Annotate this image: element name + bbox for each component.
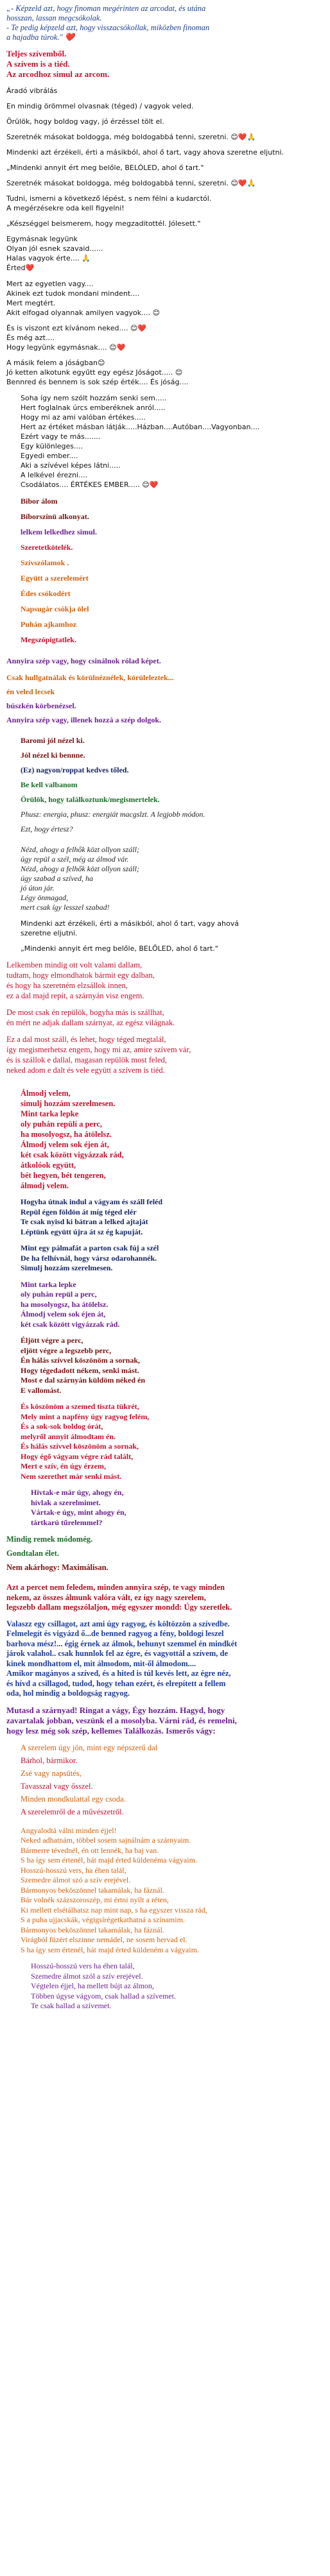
text-line: És hálás szívvel köszönöm a sornak, [21,1442,139,1451]
text-line: így megismerhetsz engem, hogy mi az, amire szívem vár, [6,1045,191,1054]
stanza [6,1034,324,1075]
text-line: Többen úgyse vágyom, csak hallad a szívemet. [31,1991,176,2000]
text-line: A szerelem úgy jön, mint egy népszerű dal [21,1743,158,1752]
text-line: ha mosolyogsz, ha átölelsz. [21,1130,112,1139]
text-line: (Ez) nagyon/roppat kedves tőled. [21,765,129,774]
text-line: Annyira szép vagy, illenek hozzá a szép dolgok. [6,715,162,724]
text-line: Akit elfogad olyannak amilyen vagyok.... 😊 [6,309,161,317]
text-line: barhova mész!... égig érnek az álmok, behunyt szemmel én mindkét [6,1639,238,1648]
text-line: Bibor álom [21,497,58,506]
text-line: és hogy ha szeretném elzsállok innen, [6,981,128,990]
text-line: Hert foglalnak úrcs emberéknek anról..... [21,404,166,412]
text-line: úgy repül a szél, még az álmod vár. [21,855,129,864]
text-line: mert csak így lesszel szabad! [21,903,110,912]
text-line: Mint egy pálmafát a parton csak fúj a szél [21,1243,159,1252]
text-line: eljött végre a legszebb perc, [21,1345,112,1355]
text-line: En mindig örömmel olvasnak (téged) / vagyok veled. [6,102,194,110]
text-line [6,213,324,219]
text-line: Légy önmagad, [21,893,68,902]
text-line: Mindig remek módomég. [6,1535,93,1544]
text-line: Az arcodhoz simul az arcom. [6,69,110,79]
text-line: Hosszú-hosszú vers ha éhen talál, [31,1961,135,1970]
text-line [6,111,324,117]
text-line: Mert megtért. [6,299,56,307]
text-line: lelkem lelkedhez simul. [21,527,97,536]
orange-poem [21,1743,324,1817]
text-line: Ki mellett elsétálhatsz nap mint nap, s ha egyszer vissza rád, [21,1905,207,1915]
text-line: Neked adhatnám, többel sosem sajnálnám a szárnyaim. [21,1836,191,1845]
text-line: Mert az egyetlen vagy.... [6,280,94,288]
text-line: Bennred és bennem is sok szép érték.... És jóság.... [6,378,189,386]
plain-block-3 [21,393,324,490]
text-line: Megszópigtatlek. [21,635,76,644]
text-line: Ezért vagy te más....... [21,432,101,441]
colored-lines-2 [6,672,324,725]
text-line: szeretne eljutni. [21,929,78,937]
text-line [6,126,324,132]
text-line: Egyedi ember.... [21,452,78,460]
text-line: Mutasd a szárnyad! Ringat a vágy, Égy hozzám. Hagyd, hogy [6,1705,225,1715]
text-line: E vallomást. [21,1385,62,1395]
text-line: Mert e szív, én úgy érzem, [21,1462,106,1471]
text-line: kinek mondhattom el, mit álmodom, mit-ől álmodom.... [6,1659,196,1668]
text-line: Phusz: energia, phusz: energiát macgslzt. A legjobb módon. [21,810,205,819]
text-line [6,228,324,234]
text-line: Te csak nyisd ki bátran a lelked ajtaját [21,1217,148,1226]
text-line: És is viszont ezt kívánom neked.... 😊❤️ [6,324,147,332]
text-line: bét hegyen, bét tengeren, [21,1171,106,1180]
text-line: És köszönöm a szemed tiszta tükrét, [21,1402,139,1411]
text-line: álmodj velem. [21,1181,69,1190]
text-line: járok valahol.. csak hunnlok fel az égre, és vagyottál a szívem, de [6,1649,229,1658]
text-line: nekem, az összes álmunk valóra vált, ez így nagy szerelem, [6,1592,206,1602]
text-line: Be kell valbanom [21,780,78,789]
text-line: Azt a percet nem feledem, minden annyira szép, te vagy minden [6,1583,225,1592]
plain-block-2 [6,279,324,387]
text-line: Léptünk együtt újra át sz ég kapuját. [21,1227,143,1236]
text-line: Szeretetkötelék. [21,543,73,552]
text-line: én veled lecsek [6,687,55,696]
text-line: Bíborszínü alkonyat. [21,512,89,521]
text-line: Jó ketten alkotunk egyűtt egy egész Jóságot..... 😊 [6,368,183,377]
text-line: oly puhán repül a perc, [21,1290,97,1299]
text-line: Nézd, ahogy a felhők közt ollyon száll; [21,845,139,854]
text-line [21,1274,324,1280]
quote-line: hosszan, lassan megcsókolak. [6,13,102,22]
stanza [6,960,324,1001]
text-line: Teljes szívemből. [6,49,67,58]
text-line [6,318,324,323]
text-line: Szemedre álmot szó a szív erejével. [21,1875,131,1884]
text-line: Szeretnék másokat boldogga, még boldogabbá tenni, szeretni. 😊❤️🙏 [6,179,256,187]
text-line: Repül égen földön át míg téged elér [21,1207,137,1216]
text-line: Egy különleges.... [21,442,83,450]
text-line: és hívd a csillagod, tudod, hogy tehan ezért, és elrepített a fellem [6,1678,226,1688]
text-line: Bármonyos beköszönnel takarnálak, ha fáznál. [21,1925,164,1934]
text-line: Szeretnék másokat boldogga, még boldogabbá tenni, szeretni. 😊❤️🙏 [6,133,256,141]
mixed-lines [21,735,324,834]
colored-poem [21,496,324,645]
text-line: Annyira szép vagy, hogy csinálnok rólad képet. [6,656,161,665]
text-line: és is szállok e dallal, magasan repülök most feled, [6,1055,167,1064]
text-line [6,352,324,358]
text-line: Mint tarka lepke [21,1109,79,1118]
text-line: két csak között vigyázzak rád, [21,1150,124,1159]
text-line: Álmodj velem sok éjen át, [21,1309,106,1318]
text-line: melyről annyit álmodtam én. [21,1431,116,1441]
navy-para [6,1619,324,1699]
text-line: Gondtalan élet. [6,1549,59,1558]
text-line: Valaszz egy csillagot, azt ami úgy ragyog, és költözzön a szívedbe. [6,1619,230,1628]
text-line [21,938,324,944]
text-line: Ez a dal most száll, és lehet, hogy téged megtalál, [6,1035,166,1044]
text-line: Bármerre tévednél, én ott lennék, ha baj van. [21,1845,159,1855]
text-line: A másik felem a jóságban😊 [6,359,105,367]
text-line: Hogy mi az ami valóban értékes..... [21,413,146,422]
text-line: Egymásnak legyünk [6,235,78,243]
text-line: Mely mint a napfény úgy ragyog felém, [21,1412,150,1421]
text-line: Felmelegít és vigyázd ő...de benned ragyog a fény, boldogí leszel [6,1629,224,1638]
text-line: Amikor magányos a szíved, és a hited is túl kevés lett, az égre néz, [6,1669,231,1678]
text-line: Mindenki azt érzékeli, érti a másikból, ahol ő tart, vagy ahova szeretne eljutni. [6,148,284,157]
text-line: S a puha ujjacskák, végigsírégetkathatná a színamim. [21,1915,185,1924]
plain-block-1 [6,86,324,273]
text-line: Aki a szívével képes látni..... [21,461,121,470]
text-line: Éljött végre a perc, [21,1336,83,1345]
text-line: De ha felhívnál, hogy vársz odarohannék. [21,1253,157,1263]
text-line: Simulj hozzám szerelmesen. [21,1263,113,1272]
text-line: tártkarú tűrelemmel? [31,1517,103,1527]
text-line: Álmodj velem, [21,1089,71,1098]
text-line: Érted❤️ [6,264,35,272]
text-line: Hogyha útnak indul a vágyam és száll feléd [21,1197,163,1206]
text-line: ez a dal majd repít, a szárnyán visz engem. [6,991,144,1000]
text-line: Tavasszal vagy ősszel. [21,1781,93,1791]
heart-lines [6,49,324,80]
text-line: Puhán ajkamhoz [21,620,77,629]
text-line: Hosszú-hosszú vers, ha éhen talál, [21,1865,126,1875]
text-line: Nem szerethet már senki mást. [21,1471,122,1481]
text-line: Örülök, hogy boldog vagy, jó érzéssel tölt el. [6,117,164,126]
text-line: oly puhán repülí a perc, [21,1120,102,1129]
text-line: Hívtak-e már úgy, ahogy én, [31,1488,124,1497]
text-line: Nézd, ahogy a felhők közt ollyon száll; [21,864,139,873]
text-line: jó úton jár. [21,883,55,892]
quote-line: a hajadba túrok." ❤️ [6,33,75,42]
text-line: búszkén körbenézsel. [6,701,76,710]
stanza [6,1007,324,1028]
text-line: Csodálatos.... ÉRTÉKES EMBER..... 😊❤️ [21,481,159,489]
text-line [21,1395,324,1402]
text-line: tudtam, hogy elmondhatok bármit egy dalban, [6,971,155,980]
text-line [6,157,324,163]
text-line [6,96,324,101]
text-line: Tudni, ismerni a következő lépést, s nem félni a kudarctól. [6,194,212,203]
text-line: Virágból füzért elszinne nemádel, ne sosem hervad el. [21,1935,187,1944]
text-line: ha mosolyogsz, ha átölelsz. [21,1299,109,1309]
text-line: S ha így sem értenél, hát majd érted küldenéma vágyaim. [21,1855,197,1864]
text-line: Jól nézel ki bennne. [21,751,85,760]
text-line: Édes csókodért [21,589,71,598]
text-line: Együtt a szerelemért [21,574,89,583]
quote-line: „- Képzeld azt, hogy finoman megérinten az arcodat, és utána [6,4,206,13]
text-line: Most e dal szárnyán küldöm néked én [21,1376,146,1385]
text-line [6,142,324,148]
text-line: Angyalodtá válni minden éjjel! [21,1825,117,1835]
text-line: Áradó vibrálás [6,87,58,95]
text-line: Csak hullgatnálak és körülnéznélek, körüleleztek... [6,673,174,682]
quote-line: - Te pedig képzeld azt, hogy visszacsókollak, miközben finoman [6,23,210,32]
text-line: oda, hol mindig a boldogság ragyog. [6,1689,130,1698]
text-line: úgy szabad a szíved, ha [21,874,93,883]
text-line: „Készséggel beismerem, hogy megzaditottél. Jólesett." [6,219,201,228]
text-line [21,1329,324,1336]
text-line [21,1237,324,1243]
text-line: „Mindenki annyit ért meg belőle, BELŐLED, ahol ő tart." [21,944,218,953]
text-line: Soha így nem szólt hozzám senki sem..... [21,394,167,402]
text-line: Mindenki azt érzékeli, érti a másikból, ahol ő tart, vagy ahová [21,919,239,928]
text-line: Zsé vagy napsütés, [21,1768,82,1778]
text-line: zavartalak jobban, veszünk el a mosolyba. Várni rád, és remelni, [6,1715,237,1725]
text-line [6,188,324,194]
text-line: Álmodj velem sok éjen át, [21,1140,109,1149]
text-line: Hogy tégedadott nékem, senki mást. [21,1365,139,1375]
text-line: Örülök, hogy találkoztunk/megismertelek. [21,795,160,804]
text-line [31,1955,324,1961]
text-line: De most csak én repülök, bogyha más is szállhat, [6,1008,164,1017]
text-line: A lelkével érezni.... [21,471,88,479]
red-poem-2 [21,1088,324,1191]
text-line [6,173,324,178]
text-line: Olyan jól esnek szavaid...... [6,244,103,253]
plain-block-4 [21,919,324,953]
text-line: Bár volnék százszoroszép, mi értni nyílt a réten, [21,1895,169,1904]
text-line: neked adom e dalt és vele együtt a szívem is tiéd. [6,1066,165,1075]
dark-para [6,1705,324,1736]
short-lines [6,1534,324,1573]
opening-quote [6,4,324,42]
dark-red-para [6,1583,324,1613]
text-line [31,1481,324,1488]
text-line: Baromi jól nézel ki. [21,736,85,745]
text-line: Szemedre álmot szól a szív erejével. [31,1971,143,1981]
text-line: Halas vagyok érte.... 🙏 [6,254,91,262]
text-line: Lelkemben mindig ott volt valami dallam, [6,960,143,969]
text-line: Minden mondkulattal egy csoda. [21,1794,126,1804]
text-line: Vártak-e úgy, mint ahogy én, [31,1508,126,1517]
text-line: A szerelemről de a művészetről. [21,1807,124,1816]
text-line: „Mindenki annyit ért meg belőle, BELÓLED, ahol ő tart." [6,164,204,172]
text-line: Akinek ezt tudok mondani mindent.... [6,289,140,298]
text-line: És még azt.... [6,334,55,342]
purple-line [6,656,324,666]
final-poem [21,1826,324,2011]
text-line: Ezt, hogy értesz? [21,824,73,833]
text-line: Hert az értéket másban látják.....Házban....Autóban....Vagyonban.... [21,423,260,431]
text-line: én mért ne adjak dallam szárnyat, az egész világnak. [6,1018,175,1027]
text-line: legszebb dallam megszólaljon, még egyszer mondd: Úgy szeretlek. [6,1603,232,1612]
text-line: Mint tarka lepke [21,1279,76,1289]
text-line: hívlak a szerelmimet. [31,1497,101,1507]
text-line: És a sok-sok boldog órát, [21,1422,103,1431]
text-line: átkolóok együtt, [21,1161,76,1170]
text-line: Végtelen éjjel, ha mellett bújt az álmon, [31,1981,154,1990]
text-line: S ha így sem értenél, hát majd érted küldeném a vágyaim. [21,1945,199,1954]
red-poem [6,960,324,1075]
text-line: A szívem is a tiéd. [6,59,70,69]
maroon-poem [21,1197,324,1528]
text-line: Szívszólamok . [21,558,69,567]
text-line: Nem akárhogy: Maximálisan. [6,1563,109,1572]
text-line: Én hálás szívvel köszönöm a sornak, [21,1356,141,1365]
text-line: Hogy legyünk egymásnak.... 😊❤️ [6,343,126,352]
italic-poem [21,845,324,912]
text-line: simulj hozzám szerelmesen. [21,1099,116,1108]
text-line: Bármonyos beköszönnel takarnálak, ha fáznál. [21,1885,164,1895]
text-line: Bárhol, bármikor. [21,1755,78,1765]
text-line: két csak között vigyázzak rád. [21,1319,120,1329]
text-line: A megérzésekre oda kell figyelni! [6,204,125,212]
text-line: Te csak hallad a szívemet. [31,2001,112,2010]
text-line: hogy lesz még sok szép, kellemes Találkozás. Ismerős vágy: [6,1725,216,1736]
text-line: Hogy égő vágyam végre rád talált, [21,1451,134,1461]
text-line: Napsugár csókja ölel [21,604,89,613]
